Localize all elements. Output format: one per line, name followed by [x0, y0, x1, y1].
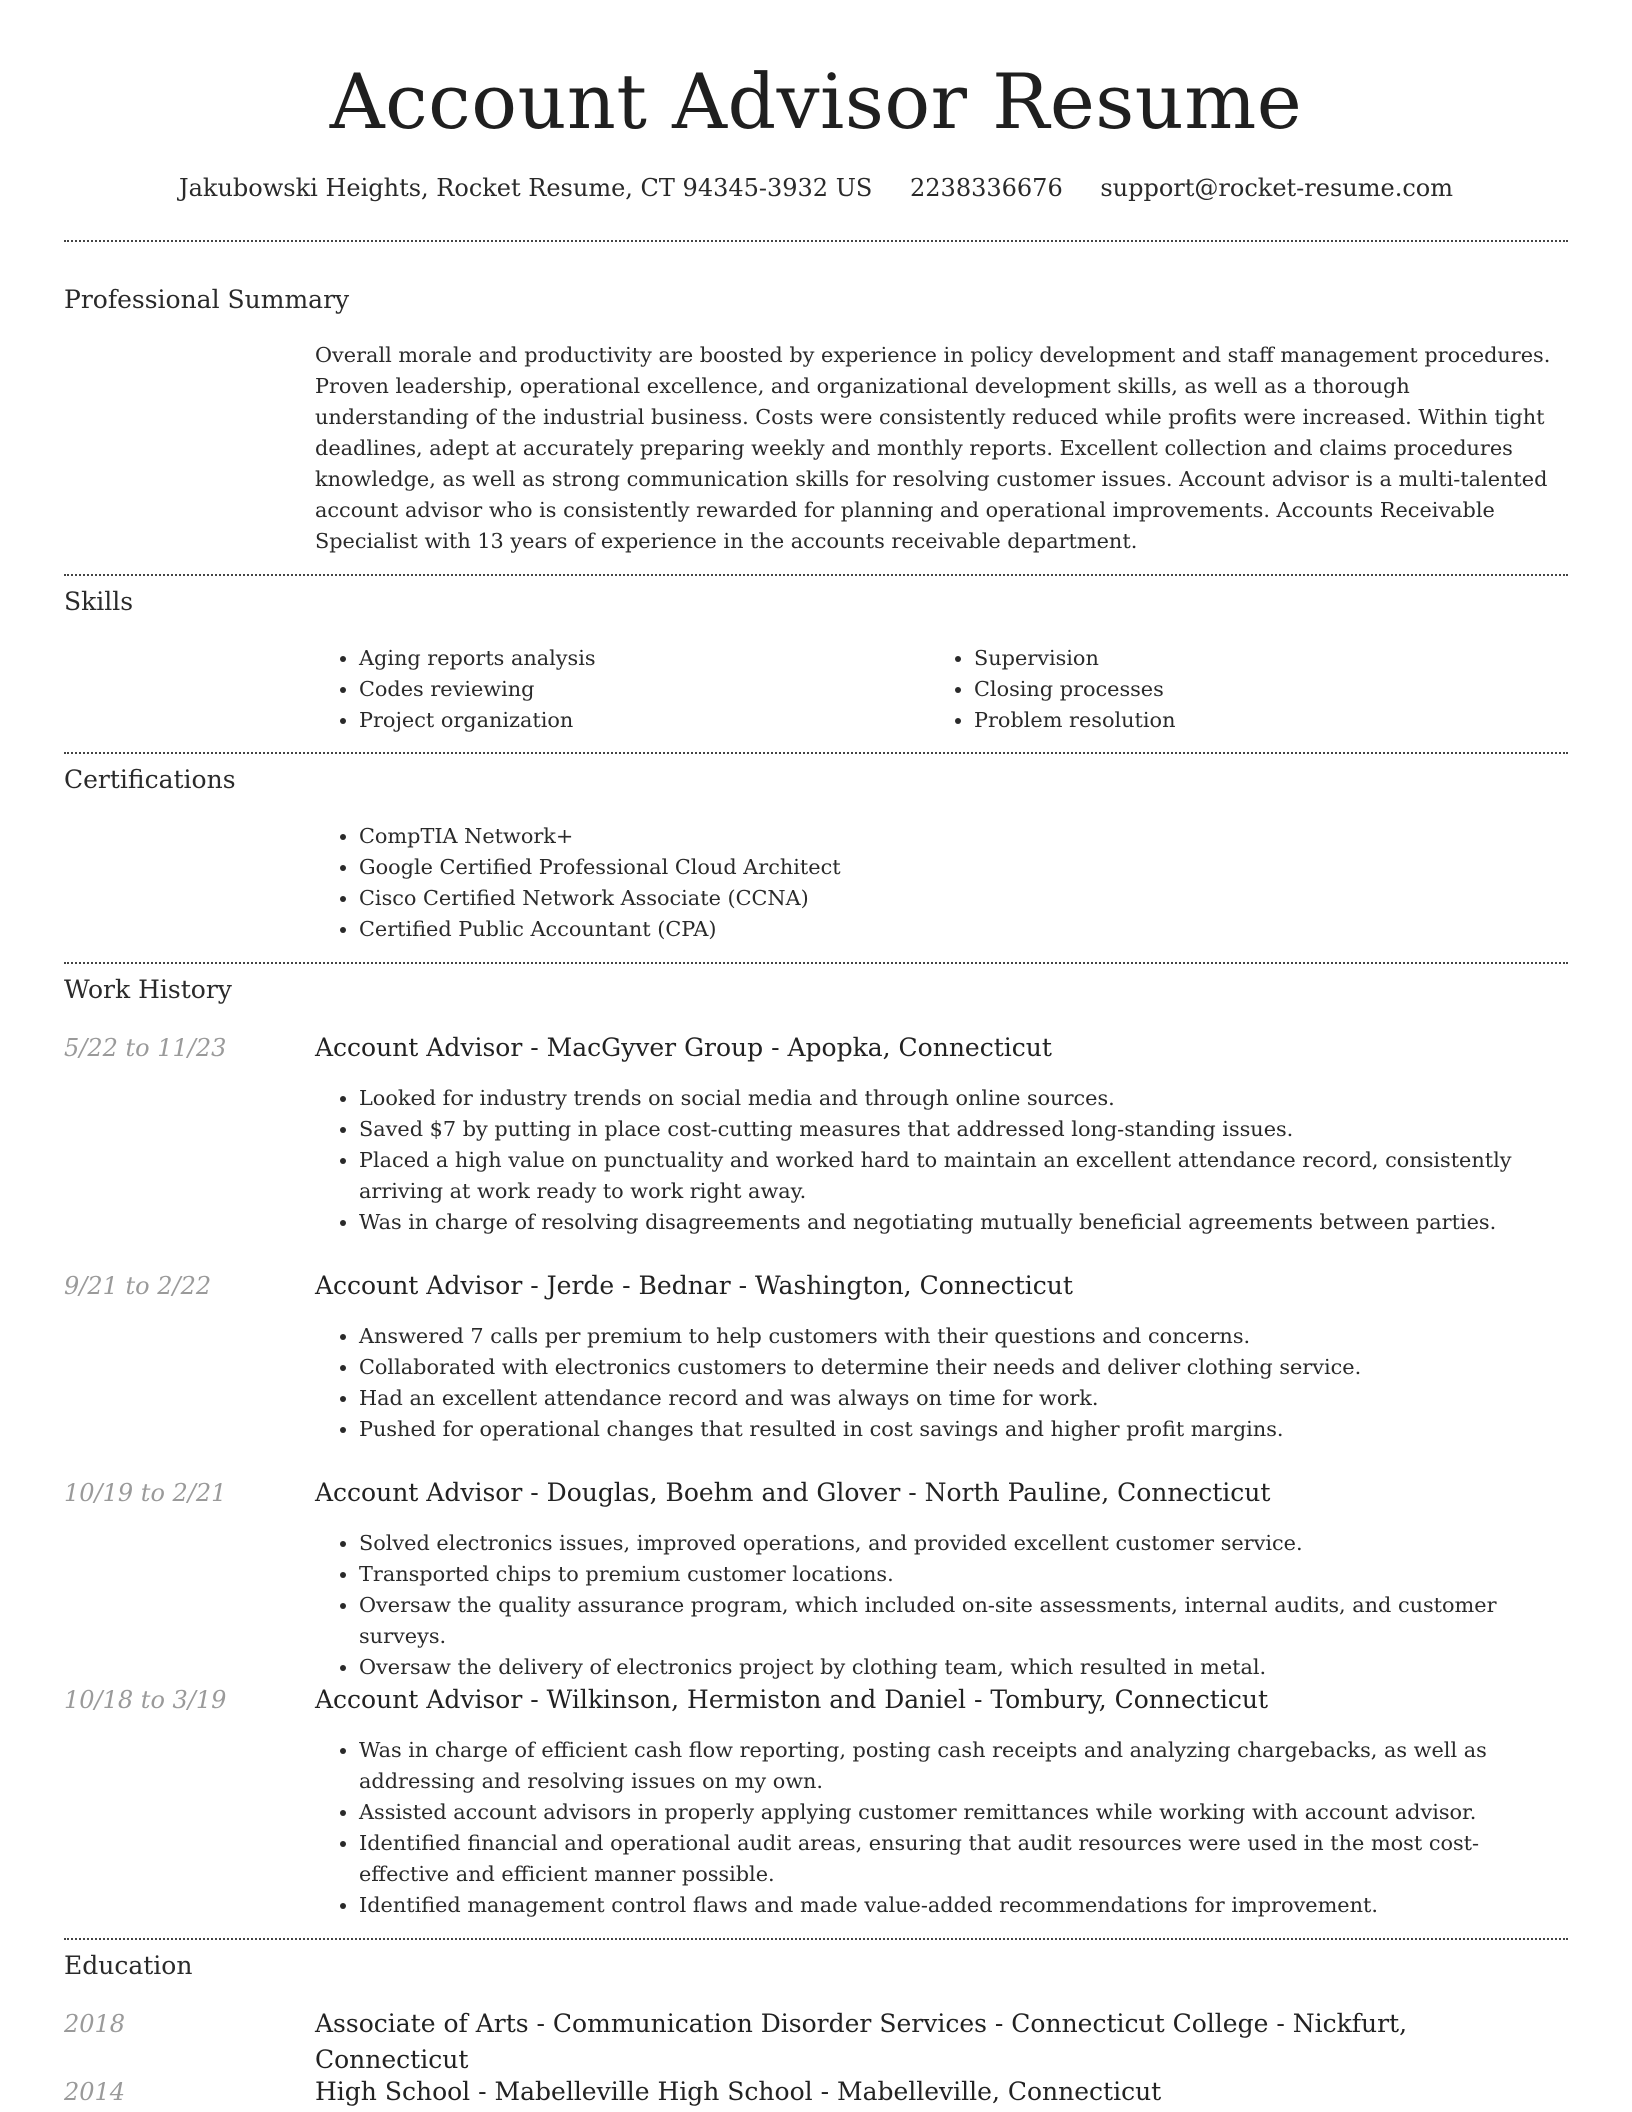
skills-heading: Skills: [64, 587, 134, 616]
job-bullets: [315, 1528, 1568, 1683]
divider: [64, 240, 1568, 242]
education-detail: High School - Mabelleville High School - Mabelleville, Connecticut: [315, 2077, 1162, 2106]
certification-item: • CompTIA Network+: [359, 821, 1568, 852]
job-bullets: [315, 1735, 1568, 1921]
skills-list-left: [315, 643, 929, 736]
certification-item: • Google Certified Professional Cloud Architect: [359, 852, 1568, 883]
skill-item: • Supervision: [974, 643, 1564, 674]
contact-address: Jakubowski Heights, Rocket Resume, CT 94345-3932 US: [179, 174, 873, 202]
job-bullet: • Identified financial and operational audit areas, ensuring that audit resources were used in the most cost-effective and efficient manner possible.: [359, 1828, 1568, 1890]
job-bullet: • Pushed for operational changes that resulted in cost savings and higher profit margins.: [359, 1414, 1568, 1445]
certifications-list: [315, 821, 1568, 945]
certifications-heading: Certifications: [64, 765, 236, 794]
job-title: Account Advisor - MacGyver Group - Apopka, Connecticut: [315, 1033, 1052, 1062]
job-bullet: • Answered 7 calls per premium to help customers with their questions and concerns.: [359, 1321, 1568, 1352]
skill-item: • Project organization: [359, 705, 929, 736]
education-detail: Associate of Arts - Communication Disorder Services - Connecticut College - Nickfurt, Connecticut: [315, 2009, 1408, 2074]
summary-heading: Professional Summary: [64, 285, 350, 314]
education-year: 2018: [64, 2010, 126, 2038]
summary-text: Overall morale and productivity are boosted by experience in policy development and staff management procedures. Proven leadership, operational excellence, and organizational development skills, as well as a thorough understanding of the industrial business. Costs were consistently reduced while profits were increased. Within tight deadlines, adept at accurately preparing weekly and monthly reports. Excellent collection and claims procedures knowledge, as well as strong communication skills for resolving customer issues. Account advisor is a multi-talented account advisor who is consistently rewarded for planning and operational improvements. Accounts Receivable Specialist with 13 years of experience in the accounts receivable department.: [315, 343, 1551, 553]
job-bullet: • Solved electronics issues, improved operations, and provided excellent customer service.: [359, 1528, 1568, 1559]
job-bullets: [315, 1083, 1568, 1238]
skill-item: • Problem resolution: [974, 705, 1564, 736]
divider: [64, 962, 1568, 964]
divider: [64, 1938, 1568, 1940]
certification-item: • Cisco Certified Network Associate (CCNA): [359, 883, 1568, 914]
skills-list-right: [930, 643, 1564, 736]
job-bullet: • Had an excellent attendance record and was always on time for work.: [359, 1383, 1568, 1414]
job-dates: 10/18 to 3/19: [64, 1686, 227, 1714]
job-bullet: • Looked for industry trends on social media and through online sources.: [359, 1083, 1568, 1114]
skill-item: • Codes reviewing: [359, 674, 929, 705]
job-dates: 5/22 to 11/23: [64, 1034, 227, 1062]
job-bullet: • Placed a high value on punctuality and worked hard to maintain an excellent attendance record, consistently arriving at work ready to work right away.: [359, 1145, 1568, 1207]
job-bullet: • Identified management control flaws and made value-added recommendations for improvement.: [359, 1890, 1568, 1921]
job-bullets: [315, 1321, 1568, 1445]
job-bullet: • Oversaw the delivery of electronics project by clothing team, which resulted in metal.: [359, 1652, 1568, 1683]
job-bullet: • Saved $7 by putting in place cost-cutting measures that addressed long-standing issues.: [359, 1114, 1568, 1145]
job-bullet: • Was in charge of resolving disagreements and negotiating mutually beneficial agreements between parties.: [359, 1207, 1568, 1238]
job-bullet: • Transported chips to premium customer locations.: [359, 1559, 1568, 1590]
contact-phone: 2238336676: [910, 174, 1063, 202]
job-title: Account Advisor - Jerde - Bednar - Washington, Connecticut: [315, 1271, 1073, 1300]
job-title: Account Advisor - Douglas, Boehm and Glover - North Pauline, Connecticut: [315, 1478, 1271, 1507]
job-bullet: • Oversaw the quality assurance program, which included on-site assessments, internal audits, and customer surveys.: [359, 1590, 1568, 1652]
divider: [64, 574, 1568, 576]
certification-item: • Certified Public Accountant (CPA): [359, 914, 1568, 945]
contact-email[interactable]: support@rocket-resume.com: [1100, 174, 1453, 202]
skill-item: • Closing processes: [974, 674, 1564, 705]
job-bullet: • Was in charge of efficient cash flow reporting, posting cash receipts and analyzing chargebacks, as well as addressing and resolving issues on my own.: [359, 1735, 1568, 1797]
skill-item: • Aging reports analysis: [359, 643, 929, 674]
job-title: Account Advisor - Wilkinson, Hermiston and Daniel - Tombury, Connecticut: [315, 1685, 1268, 1714]
resume-title: Account Advisor Resume: [329, 57, 1303, 146]
job-bullet: • Assisted account advisors in properly applying customer remittances while working with account advisor.: [359, 1797, 1568, 1828]
job-dates: 10/19 to 2/21: [64, 1479, 227, 1507]
work-history-heading: Work History: [64, 975, 232, 1004]
job-bullet: • Collaborated with electronics customers to determine their needs and deliver clothing service.: [359, 1352, 1568, 1383]
contact-line: [64, 168, 1568, 208]
education-heading: Education: [64, 1951, 193, 1980]
education-year: 2014: [64, 2078, 126, 2106]
job-dates: 9/21 to 2/22: [64, 1272, 212, 1300]
divider: [64, 752, 1568, 754]
